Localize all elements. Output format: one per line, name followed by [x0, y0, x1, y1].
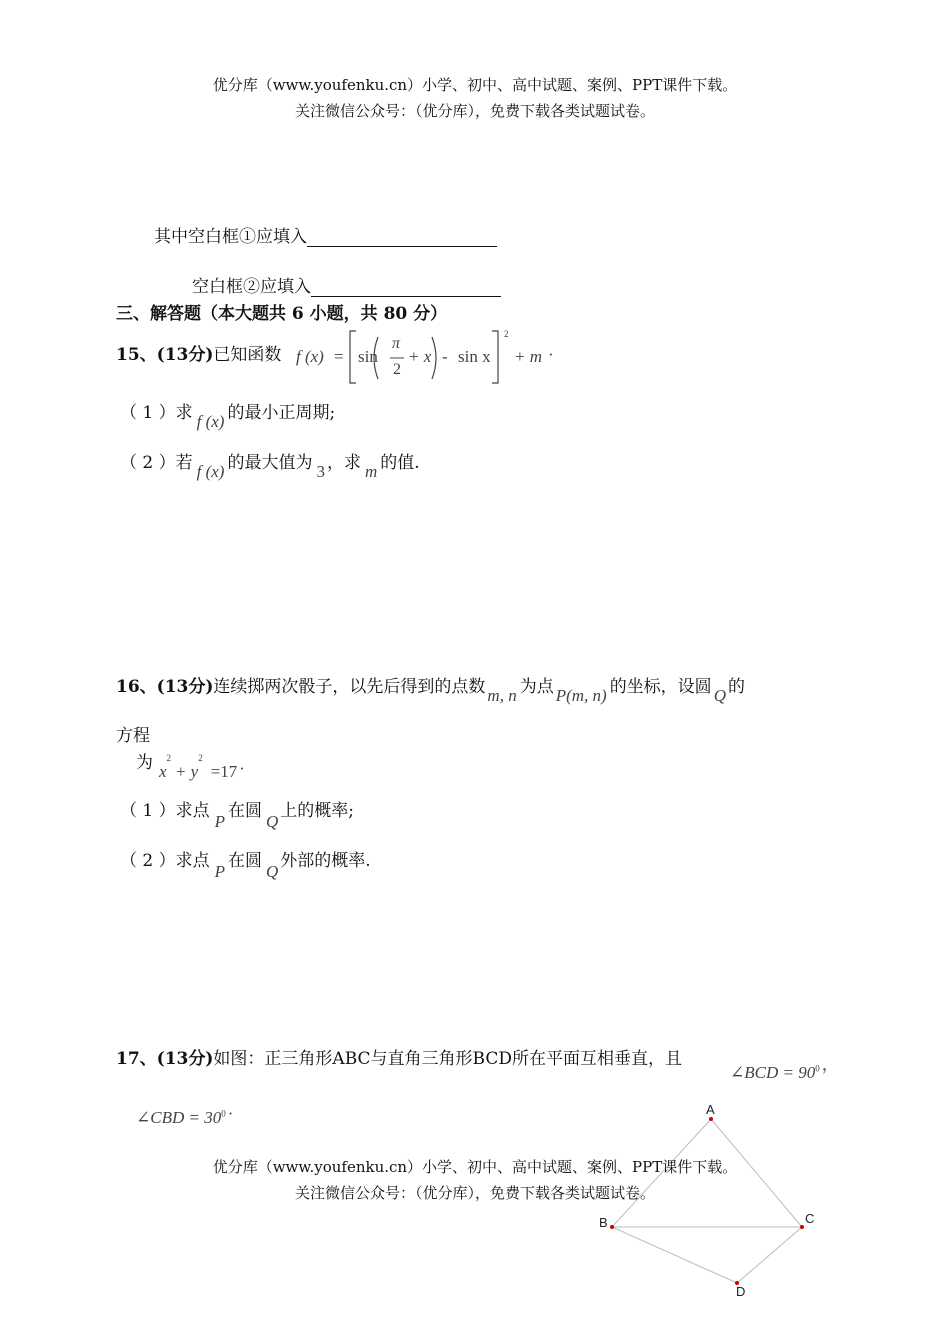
q15-p1-fx: f (x): [196, 412, 225, 431]
q16-p1-tail: 上的概率;: [280, 801, 355, 821]
q17-angle-1-text: ∠BCD = 90: [730, 1063, 816, 1082]
q16-part-1: [120, 796, 355, 831]
blank-2-row: [192, 272, 501, 297]
q16-mid: 为点: [519, 677, 554, 697]
q15-score: (13分): [156, 345, 214, 365]
q15-p2-label: （ 2 ）若: [120, 453, 193, 473]
q17-angle-2-deg: 0: [221, 1108, 226, 1119]
q16-eq-y: y: [190, 762, 199, 781]
q16-wei: 为: [136, 753, 153, 773]
q16-eq-x: x: [159, 762, 167, 781]
q16-P: P(m, n): [555, 686, 607, 705]
q16-line-2: 方程: [116, 726, 150, 746]
edge-BD: [612, 1227, 737, 1283]
q15-p1-tail: 的最小正周期;: [227, 403, 336, 423]
q15-number: 15、: [116, 345, 157, 365]
q15-fx: f (x): [296, 347, 324, 366]
q16-p1-P: P: [214, 812, 226, 831]
label-B: B: [599, 1215, 608, 1230]
q15-p2-val: 3: [316, 462, 325, 481]
q15-minus: -: [442, 347, 448, 366]
q15-formula: [296, 329, 566, 385]
q15-p2-tail: 的值.: [380, 453, 420, 473]
q16-p2-Q: Q: [266, 862, 279, 881]
q15-square: 2: [504, 329, 509, 339]
footer-line-2: 关注微信公众号：（优分库），免费下载各类试题试卷。: [294, 1184, 655, 1202]
q17-comma: ，: [821, 1055, 839, 1074]
q17-angle-2: [136, 1104, 234, 1128]
q17-angle-1: [730, 1055, 839, 1083]
q15-stem-text: 已知函数: [213, 345, 282, 365]
label-D: D: [736, 1284, 746, 1298]
q16-equation-row: [136, 748, 245, 781]
q17-score: (13分): [156, 1049, 214, 1069]
q16-p1-mid: 在圆: [228, 801, 263, 821]
q16-stem-text: 连续掷两次骰子，以先后得到的点数: [213, 677, 486, 697]
q16-p2-mid: 在圆: [228, 851, 263, 871]
q17-dot: ·: [227, 1104, 234, 1123]
blank-1-line: [307, 230, 497, 247]
q16-eq-plus: +: [176, 762, 186, 781]
q17-stem: [116, 1044, 682, 1069]
blank-2-line: [311, 280, 501, 297]
q15-p2-m: m: [364, 462, 378, 481]
q16-eq-rhs: =17: [210, 762, 238, 781]
q15-stem: [116, 340, 281, 365]
point-B: [610, 1225, 614, 1229]
point-C: [800, 1225, 804, 1229]
q15-sinx: sin x: [458, 347, 491, 366]
q16-part-2: [120, 846, 371, 881]
q16-eq-x-sq: 2: [166, 753, 172, 764]
q16-score: (13分): [156, 677, 214, 697]
q15-p2-mid: 的最大值为: [227, 453, 313, 473]
q16-number: 16、: [116, 677, 157, 697]
q15-sin: sin: [358, 347, 378, 366]
q15-plusm: + m: [514, 347, 542, 366]
q16-Q: Q: [713, 686, 726, 705]
q16-mid2: 的坐标，设圆: [609, 677, 712, 697]
header-line-1: 优分库（www.youfenku.cn）小学、初中、高中试题、案例、PPT课件下载。: [212, 76, 738, 94]
q15-p1-label: （ 1 ）求: [120, 403, 193, 423]
q16-p2-tail: 外部的概率.: [280, 851, 371, 871]
q17-stem-text: 如图：正三角形ABC与直角三角形BCD所在平面互相垂直，且: [213, 1049, 682, 1069]
q15-p2-fx: f (x): [196, 462, 225, 481]
label-A: A: [706, 1102, 715, 1117]
q15-part-2: [120, 448, 420, 481]
q16-p1-label: （ 1 ）求点: [120, 801, 210, 821]
blank-1-row: [154, 222, 497, 247]
q15-plusx: + x: [408, 347, 432, 366]
q15-dot: ·: [548, 345, 554, 364]
q15-eq: =: [334, 347, 344, 366]
edge-CD: [737, 1227, 802, 1283]
q16-mn: m, n: [487, 686, 517, 705]
label-C: C: [805, 1211, 815, 1226]
point-A: [709, 1117, 713, 1121]
q16-tail: 的: [727, 677, 745, 697]
header-line-2: 关注微信公众号：（优分库），免费下载各类试题试卷。: [294, 102, 655, 120]
q17-number: 17、: [116, 1049, 157, 1069]
q15-two: 2: [393, 361, 401, 378]
q15-pi: π: [392, 335, 401, 352]
blank-1-label: 其中空白框①应填入: [154, 227, 307, 247]
q16-eq-y-sq: 2: [198, 753, 203, 764]
section-3-title: 三、解答题（本大题共 6 小题，共 80 分）: [116, 304, 448, 324]
q16-stem: [116, 672, 745, 705]
q17-angle-1-deg: 0: [815, 1063, 820, 1074]
q16-p1-Q: Q: [266, 812, 279, 831]
q15-part-1: [120, 398, 336, 431]
blank-2-label: 空白框②应填入: [192, 277, 311, 297]
q16-p2-label: （ 2 ）求点: [120, 851, 210, 871]
q16-eq-dot: ·: [239, 759, 245, 778]
q17-angle-2-text: ∠CBD = 30: [136, 1108, 222, 1127]
q16-p2-P: P: [214, 862, 226, 881]
q15-p2-mid2: ，求: [326, 453, 361, 473]
footer-line-1: 优分库（www.youfenku.cn）小学、初中、高中试题、案例、PPT课件下载。: [212, 1158, 738, 1176]
